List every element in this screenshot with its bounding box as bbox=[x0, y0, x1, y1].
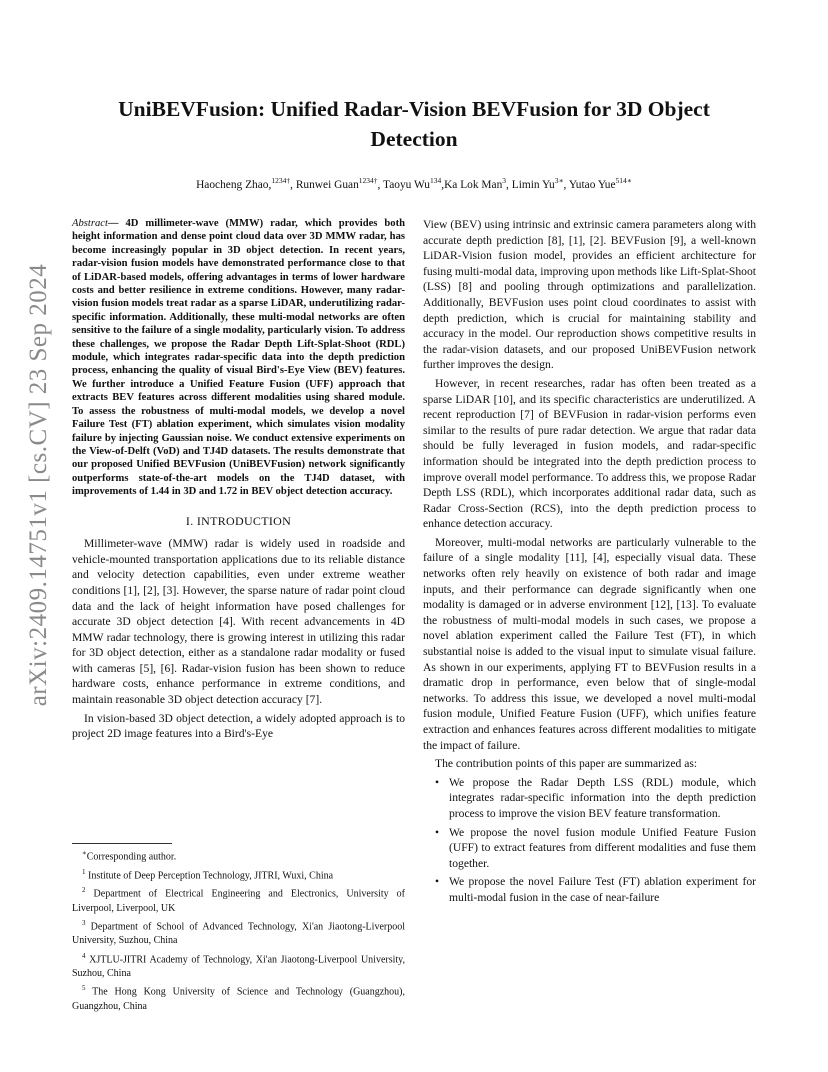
intro-paragraph: Millimeter-wave (MMW) radar is widely used in roadside and vehicle-mounted transportation applications due to its reliable distance and velocity detection capabilities, even under extreme weather conditions [1], [2], [3]. However, the sparse nature of radar point cloud data and the lack of height information have posed challenges for accurate 3D object detection [4]. With recent advancements in 4D MMW radar technology, there is growing interest in utilizing this radar for 3D object detection, either as a standalone radar modality or fused with cameras [5], [6]. Radar-vision fusion has been shown to reduce hardware costs, enhance performance in extreme conditions, and maintain reasonable 3D object detection accuracy [7]. bbox=[72, 537, 405, 707]
abstract-label: Abstract bbox=[72, 218, 108, 229]
contribution-list bbox=[423, 775, 756, 906]
footnote: $^3$ Department of School of Advanced Technology, Xi'an Jiaotong-Liverpool University, Suzhou, China bbox=[72, 918, 405, 947]
author: Yutao Yue$^{514∗}$ bbox=[568, 176, 632, 191]
list-item: • We propose the novel Failure Test (FT) ablation experiment for multi-modal fusion in the case of near-failure bbox=[435, 875, 756, 904]
intro-paragraph: The contribution points of this paper are summarized as: bbox=[435, 757, 698, 771]
intro-paragraph: Moreover, multi-modal networks are particularly vulnerable to the failure of a single modality [11], [4], especially visual data. These networks often rely heavily on existence of both radar and image inputs, and their performance can degrade significantly when one modality is damaged or in adverse environment [12], [13]. To evaluate the robustness of multi-modal models in such cases, we propose a novel ablation experiment called the Failure Test (FT), in which substantial noise is added to the visual input to simulate visual failure. As shown in our experiments, applying FT to BEVFusion results in a dramatic drop in performance, even below that of single-modal networks. To address this issue, we developed a novel multi-modal fusion module, Unified Feature Fusion (UFF), which unifies feature extraction and enhances features across different modalities to mitigate the impact of failure. bbox=[423, 535, 756, 752]
bullet-icon: • bbox=[435, 875, 440, 889]
bullet-icon: • bbox=[435, 825, 440, 839]
footnote-rule bbox=[72, 843, 172, 844]
left-column bbox=[72, 217, 405, 745]
author: Ka Lok Man$^3$ bbox=[444, 176, 507, 191]
paper-title: UniBEVFusion: Unified Radar-Vision BEVFusion for 3D Object Detection bbox=[118, 97, 710, 151]
author: Limin $Yu^{3∗}$ bbox=[511, 176, 564, 191]
arxiv-identifier: arXiv:2409.14751v1 [cs.CV] 23 Sep 2024 bbox=[25, 263, 52, 707]
abstract-text: 4D millimeter-wave (MMW) radar, which provides both height information and dense point cloud data over 3D MMW radar, has become increasingly popular in 3D object detection. In recent years, radar-vision fusion models have demonstrated performance close to that of LiDAR-based models, offering advantages in terms of lower hardware costs and better resilience in extreme conditions. However, many radar-vision fusion models treat radar as a sparse LiDAR, underutilizing radar-specific information. Additionally, these multi-modal networks are often sensitive to the failure of a single modality, particularly vision. To address these challenges, we propose the Radar Depth Lift-Splat-Shoot (RDL) module, which integrates radar-specific data into the depth prediction process, enhancing the quality of visual Bird's-Eye View (BEV) features. We further introduce a Unified Feature Fusion (UFF) approach that extracts BEV features across different modalities using shared module. To assess the robustness of multi-modal models, we develop a novel Failure Test (FT) ablation experiment, which simulates vision modality failure by injecting Gaussian noise. We conduct extensive experiments on the View-of-Delft (VoD) and TJ4D datasets. The results demonstrate that our proposed Unified BEVFusion (UniBEVFusion) network significantly outperforms state-of-the-art models on the TJ4D dataset, with improvements of 1.44 in 3D and 1.72 in BEV object detection accuracy. bbox=[72, 218, 405, 498]
right-column bbox=[423, 217, 756, 909]
footnotes bbox=[72, 846, 405, 1014]
arxiv-sidebar bbox=[22, 263, 56, 707]
intro-paragraph: View (BEV) using intrinsic and extrinsic camera parameters along with accurate depth prediction [8], [1], [2]. BEVFusion [9], a well-known LiDAR-Vision fusion model, provides an efficient architecture for fusing multi-modal data, improving upon methods like Lift-Splat-Shoot (LSS) [8] and pooling through optimizations and parallelization. Additionally, BEVFusion uses point cloud coordinates to assist with depth prediction, which is crucial for maintaining stability and accuracy in the model. Our reproduction shows competitive results in the radar-vision datasets, and our proposed UniBEVFusion network further improves the design. bbox=[423, 218, 756, 372]
bullet-icon: • bbox=[435, 775, 440, 789]
intro-paragraph: In vision-based 3D object detection, a widely adopted approach is to project 2D image features into a Bird's-Eye bbox=[72, 711, 405, 741]
footnote: $^2$ Department of Electrical Engineering and Electronics, University of Liverpool, Liverpool, UK bbox=[72, 886, 405, 914]
footnote: $^1$ Institute of Deep Perception Technology, JITRI, Wuxi, China bbox=[82, 867, 334, 881]
abstract: Abstract— 4D millimeter-wave (MMW) radar, which provides both height information and dense point cloud data over 3D MMW radar, has become increasingly popular in 3D object detection. In recent years, radar-vision fusion models have demonstrated performance close to that of LiDAR-based models, offering advantages in terms of lower hardware costs and better resilience in extreme conditions. However, many radar-vision fusion models treat radar as a sparse LiDAR, underutilizing radar-specific information. Additionally, these multi-modal networks are often sensitive to the failure of a single modality, particularly vision. To address these challenges, we propose the Radar Depth Lift-Splat-Shoot (RDL) module, which integrates radar-specific data into the depth prediction process, enhancing the quality of visual Bird's-Eye View (BEV) features. We further introduce a Unified Feature Fusion (UFF) approach that extracts BEV features across different modalities using shared module. To assess the robustness of multi-modal models, we develop a novel Failure Test (FT) ablation experiment, which simulates vision modality failure by injecting Gaussian noise. We conduct extensive experiments on the View-of-Delft (VoD) and TJ4D datasets. The results demonstrate that our proposed Unified BEVFusion (UniBEVFusion) network significantly outperforms state-of-the-art models on the TJ4D dataset, with improvements of 1.44 in 3D and 1.72 in BEV object detection accuracy. bbox=[72, 218, 405, 498]
author: Haocheng Zhao,$^{1234\dagger}$ bbox=[196, 176, 291, 191]
author-list: Haocheng Zhao,$^{1234\dagger}$, Runwei Guan$^{1234\dagger}$, Taoyu Wu$^{134}$,Ka Lok Man$^3$, Limin $Yu^{3∗}$, Yutao Yue$^{514∗}$ bbox=[196, 176, 632, 191]
footnote: ∗Corresponding author. bbox=[82, 849, 177, 863]
footnote: $^5$ The Hong Kong University of Science and Technology (Guangzhou), Guangzhou, China bbox=[72, 984, 405, 1012]
list-item: • We propose the novel fusion module Unified Feature Fusion (UFF) to extract features from different modalities and fuse them together. bbox=[435, 825, 756, 870]
section-heading-introduction: I. INTRODUCTION bbox=[185, 513, 292, 528]
author: Runwei Guan$^{1234\dagger}$ bbox=[295, 176, 378, 191]
footnote: $^4$ XJTLU-JITRI Academy of Technology, Xi'an Jiaotong-Liverpool University, Suzhou, China bbox=[72, 951, 406, 980]
author: Taoyu Wu$^{134}$ bbox=[383, 176, 442, 191]
list-item: • We propose the Radar Depth LSS (RDL) module, which integrates radar-specific information into the depth prediction process to improve the vision BEV feature transformation. bbox=[435, 775, 756, 820]
intro-paragraph: However, in recent researches, radar has often been treated as a sparse LiDAR [10], and its specific characteristics are underutilized. A recent reproduction [7] of BEVFusion in radar-vision performs even similar to the results of pure radar detection. We argue that radar data should be fully leveraged in fusion models, and radar-specific information should be integrated into the depth prediction process to improve overall model performance. To address this, we propose Radar Depth LSS (RDL), which incorporates additional radar data, such as Radar Cross-Section (RCS), into the depth prediction process to enhance detection accuracy. bbox=[423, 376, 756, 531]
